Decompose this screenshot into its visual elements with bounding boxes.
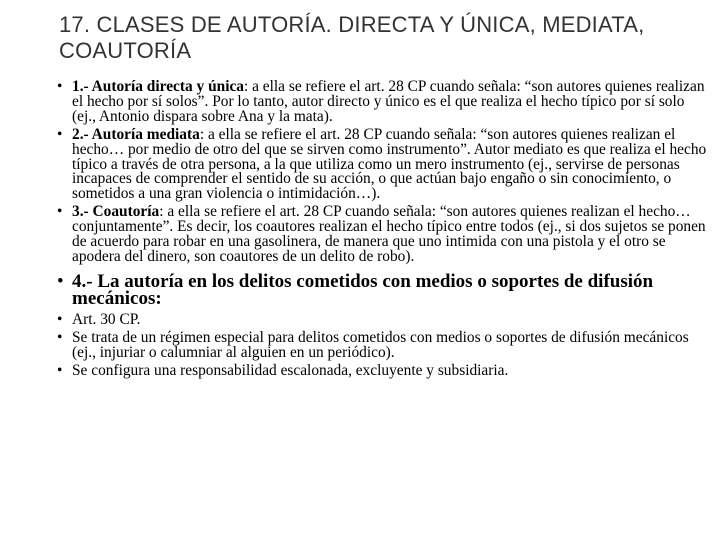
list-item-medios-difusion-heading <box>57 270 711 310</box>
list-item-autoria-mediata <box>57 125 711 203</box>
list-item-art-30 <box>57 313 711 328</box>
list-item-autoria-directa <box>57 80 711 125</box>
bullet-icon: • <box>57 270 64 292</box>
bullet-icon: • <box>57 362 63 379</box>
bullet-icon: • <box>57 78 63 95</box>
bullet-icon: • <box>57 203 63 221</box>
item-text: : a ella se refiere el art. 28 CP cuando señala: “son autores quienes realizan el hecho… por medio de otro del que se sirven como instrumento”. Autor mediato es que realiza el hecho típico a través de otra persona, a la que utiliza como un mero instrumento (ej., servirse de personas incapaces de comprender el sentido de su acción, o que actúan bajo engaño o sin conocimiento, o sometidos a una gran violencia o intimidación…). <box>72 125 707 203</box>
item-text: : a ella se refiere el art. 28 CP cuando señala: “son autores quienes realizan el hecho por sí solos”. Por lo tanto, autor directo y único es el que realiza el hecho típico por sí solo (ej., Antonio dispara sobre Ana y la mata). <box>72 78 705 125</box>
item-text: Se trata de un régimen especial para delitos cometidos con medios o soportes de difusión mecánicos (ej., injuriar o calumniar al alguien en un periódico). <box>72 329 689 362</box>
list-item-coautoria <box>57 205 711 265</box>
item-heading: 3.- Coautoría <box>72 203 160 221</box>
item-text: : a ella se refiere el art. 28 CP cuando señala: “son autores quienes realizan el hecho… conjuntamente”. Es decir, los coautores realizan el hecho típico entre todos (ej., si dos sujetos se ponen de acuerdo para robar en una gasolinera, de manera que uno intimida con una pistola y el otro se apodera del dinero, son coautores de un delito de robo). <box>72 203 706 265</box>
item-heading: 2.- Autoría mediata <box>72 125 200 143</box>
item-heading: 4.- La autoría en los delitos cometidos con medios o soportes de difusión mecánicos: <box>72 270 654 310</box>
item-text: Art. 30 CP. <box>72 311 141 329</box>
list-item-regimen-especial <box>57 331 711 361</box>
bullet-icon: • <box>57 311 63 329</box>
slide-title: 17. CLASES DE AUTORÍA. DIRECTA Y ÚNICA, MEDIATA, COAUTORÍA <box>59 12 645 63</box>
item-text: Se configura una responsabilidad escalonada, excluyente y subsidiaria. <box>72 362 509 379</box>
bullet-icon: • <box>57 329 63 347</box>
content-list <box>57 80 711 379</box>
bullet-icon: • <box>57 125 63 143</box>
list-item-responsabilidad <box>57 364 711 379</box>
item-heading: 1.- Autoría directa y única <box>72 78 244 95</box>
